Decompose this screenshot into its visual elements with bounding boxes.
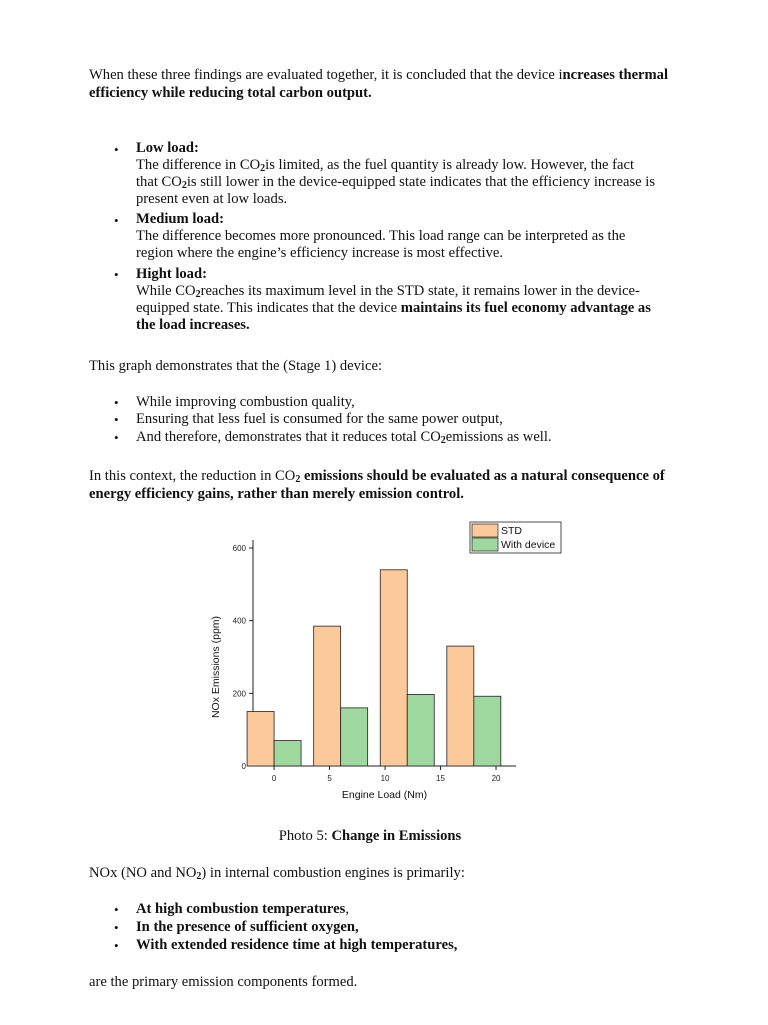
- intro-bold: ncreases thermal efficiency while reducing total carbon output.: [89, 67, 669, 101]
- bar-std: [247, 712, 274, 767]
- graph-point-text-a: And therefore, demonstrates that it reduces total CO: [136, 429, 441, 445]
- bar-with-device: [474, 696, 501, 766]
- bullet-icon: •: [114, 213, 119, 228]
- nox-paragraph: [89, 864, 729, 882]
- graph-point-text-b: emissions as well.: [445, 429, 552, 445]
- nox-point-bold: In the presence of sufficient oxygen,: [136, 919, 359, 935]
- y-tick-label: 400: [232, 616, 246, 626]
- nox-text-b: ) in internal combustion engines is primarily:: [201, 865, 465, 881]
- list-item-medium-load: [136, 211, 656, 262]
- legend-swatch: [472, 538, 498, 551]
- nox-point: [136, 937, 656, 954]
- high-load-bold: maintains its fuel economy advantage as the load increases.: [136, 300, 651, 333]
- y-axis-label: NOx Emissions (ppm): [210, 615, 222, 719]
- context-text: In this context, the reduction in CO: [89, 468, 296, 484]
- context-paragraph: [89, 467, 709, 503]
- list-item-high-load: [136, 266, 656, 334]
- nox-point-bold: With extended residence time at high temperatures,: [136, 937, 458, 953]
- x-tick-label: 15: [436, 774, 445, 783]
- medium-load-title: Medium load:: [136, 211, 224, 227]
- subscript-2: 2: [181, 180, 187, 191]
- y-tick-label: 0: [241, 762, 246, 771]
- caption-bold: Change in Emissions: [331, 828, 462, 844]
- bullet-icon: •: [114, 920, 119, 935]
- subscript-2: 2: [295, 474, 301, 485]
- graph-intro: This graph demonstrates that the (Stage 1) device:: [89, 358, 383, 374]
- bullet-icon: •: [114, 938, 119, 953]
- graph-point: Ensuring that less fuel is consumed for the same power output,: [136, 411, 503, 427]
- nox-text-a: NOx (NO and NO: [89, 865, 197, 881]
- low-load-title: Low load:: [136, 140, 199, 156]
- bar-std: [380, 570, 407, 766]
- legend-label: STD: [501, 525, 522, 537]
- subscript-2: 2: [195, 289, 201, 300]
- bar-with-device: [341, 708, 368, 766]
- high-load-text-a: While CO: [136, 283, 196, 299]
- low-load-text-c: is still lower in the device-equipped state indicates that the efficiency increase is present even at low loads.: [136, 174, 655, 207]
- graph-point: [136, 429, 696, 446]
- bullet-icon: •: [114, 412, 119, 427]
- bullet-icon: •: [114, 395, 119, 410]
- y-tick-label: 200: [232, 689, 246, 699]
- x-tick-label: 5: [327, 774, 332, 783]
- subscript-2: 2: [440, 435, 446, 446]
- list-item-low-load: [136, 140, 656, 208]
- legend-swatch: [472, 524, 498, 537]
- x-tick-label: 20: [491, 774, 501, 783]
- nox-point-rest: ,: [345, 901, 349, 917]
- figure-caption: [0, 828, 740, 845]
- bullet-icon: •: [114, 430, 119, 445]
- legend-label: With device: [501, 539, 556, 551]
- medium-load-text: The difference becomes more pronounced. This load range can be interpreted as the region where the engine’s efficiency increase is most effective.: [136, 228, 626, 261]
- nox-point: [136, 919, 656, 936]
- x-axis-label: Engine Load (Nm): [341, 789, 428, 801]
- bullet-icon: •: [114, 902, 119, 917]
- bar-std: [314, 626, 341, 766]
- x-tick-label: 10: [380, 774, 390, 783]
- context-bold: emissions should be evaluated as a natural consequence of energy efficiency gains, rather than merely emission control.: [89, 468, 665, 502]
- bar-std: [447, 646, 474, 766]
- nox-chart: [0, 510, 768, 810]
- closing-text: are the primary emission components formed.: [89, 974, 358, 990]
- low-load-text-b: is limited, as the fuel quantity is already low. However, the fact that CO: [136, 157, 635, 190]
- intro-paragraph: [89, 66, 729, 102]
- low-load-text-a: The difference in CO: [136, 157, 261, 173]
- bar-with-device: [274, 741, 301, 766]
- x-tick-label: 0: [271, 774, 277, 783]
- nox-point: [136, 901, 656, 918]
- nox-point-bold: At high combustion temperatures: [136, 901, 346, 917]
- bar-with-device: [407, 694, 434, 766]
- intro-text: When these three findings are evaluated together, it is concluded that the device i: [89, 67, 563, 83]
- y-tick-label: 600: [232, 544, 246, 553]
- graph-point: While improving combustion quality,: [136, 394, 355, 410]
- caption-prefix: Photo 5:: [278, 828, 332, 844]
- bullet-icon: •: [114, 142, 119, 157]
- subscript-2: 2: [260, 163, 266, 174]
- bullet-icon: •: [114, 267, 119, 282]
- high-load-text-b: reaches its maximum level in the STD state, it remains lower in the device-equipped state. This indicates that the device: [136, 283, 640, 316]
- subscript-2: 2: [196, 871, 202, 882]
- high-load-title: Hight load:: [136, 266, 207, 282]
